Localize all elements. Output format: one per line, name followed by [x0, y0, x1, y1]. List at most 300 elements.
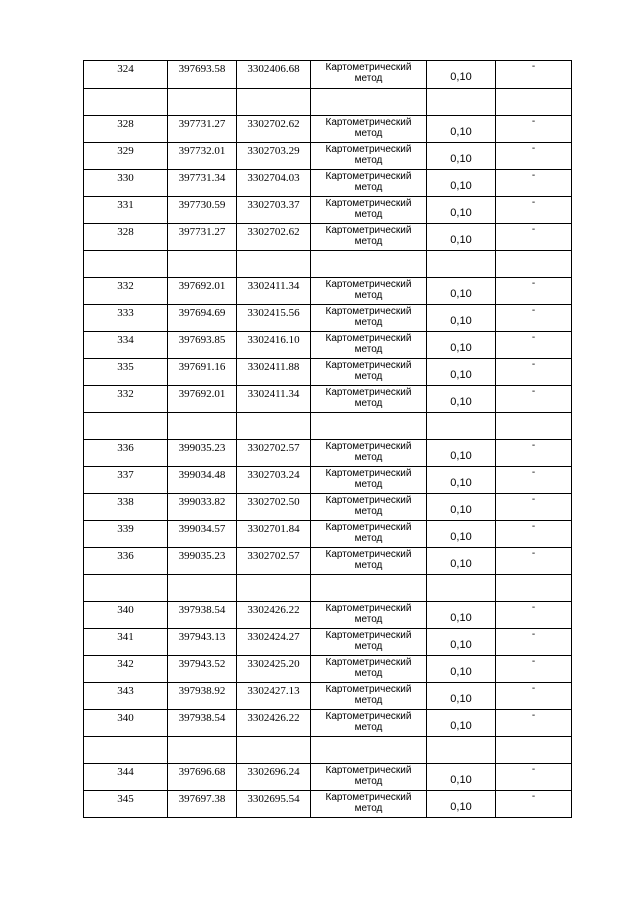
table-row	[84, 683, 572, 710]
point-number-cell	[84, 278, 168, 305]
table-row	[84, 305, 572, 332]
table-row	[84, 224, 572, 251]
empty-cell	[84, 737, 168, 764]
method-text: Картометрический метод	[325, 468, 412, 490]
y-coordinate-text: 3302424.27	[247, 631, 300, 643]
method-text: Картометрический метод	[325, 279, 412, 301]
x-coordinate-cell	[168, 143, 237, 170]
method-text: Картометрический метод	[325, 117, 412, 139]
point-number-text: 324	[117, 63, 134, 75]
note-cell	[496, 170, 572, 197]
table-row	[84, 548, 572, 575]
table-row	[84, 494, 572, 521]
y-coordinate-cell	[237, 305, 311, 332]
y-coordinate-cell	[237, 440, 311, 467]
table-row	[84, 629, 572, 656]
table-row	[84, 143, 572, 170]
table-row	[84, 278, 572, 305]
x-coordinate-cell	[168, 359, 237, 386]
accuracy-text: 0,10	[450, 666, 472, 678]
note-cell	[496, 143, 572, 170]
empty-cell	[496, 89, 572, 116]
accuracy-cell	[427, 764, 496, 791]
point-number-cell	[84, 143, 168, 170]
method-cell	[311, 494, 427, 521]
method-cell	[311, 332, 427, 359]
y-coordinate-text: 3302703.37	[247, 199, 300, 211]
empty-cell	[84, 89, 168, 116]
point-number-text: 342	[117, 658, 134, 670]
y-coordinate-text: 3302406.68	[247, 63, 300, 75]
x-coordinate-text: 397693.85	[178, 334, 226, 346]
note-text: -	[531, 467, 536, 478]
y-coordinate-cell	[237, 494, 311, 521]
y-coordinate-text: 3302702.57	[247, 550, 300, 562]
note-text: -	[531, 440, 536, 451]
y-coordinate-text: 3302704.03	[247, 172, 300, 184]
y-coordinate-text: 3302702.50	[247, 496, 300, 508]
y-coordinate-cell	[237, 548, 311, 575]
method-text: Картометрический метод	[325, 603, 412, 625]
empty-cell	[496, 575, 572, 602]
note-text: -	[531, 656, 536, 667]
x-coordinate-text: 399034.48	[178, 469, 226, 481]
accuracy-cell	[427, 494, 496, 521]
empty-cell	[168, 251, 237, 278]
point-number-text: 340	[117, 604, 134, 616]
y-coordinate-cell	[237, 683, 311, 710]
point-number-cell	[84, 548, 168, 575]
y-coordinate-cell	[237, 197, 311, 224]
note-cell	[496, 548, 572, 575]
method-cell	[311, 170, 427, 197]
note-cell	[496, 386, 572, 413]
method-cell	[311, 656, 427, 683]
x-coordinate-text: 397697.38	[178, 793, 226, 805]
accuracy-cell	[427, 791, 496, 818]
x-coordinate-cell	[168, 548, 237, 575]
y-coordinate-text: 3302701.84	[247, 523, 300, 535]
accuracy-cell	[427, 602, 496, 629]
x-coordinate-cell	[168, 440, 237, 467]
note-cell	[496, 656, 572, 683]
method-text: Картометрический метод	[325, 360, 412, 382]
point-number-text: 339	[117, 523, 134, 535]
method-cell	[311, 467, 427, 494]
empty-cell	[496, 413, 572, 440]
accuracy-cell	[427, 548, 496, 575]
y-coordinate-cell	[237, 278, 311, 305]
empty-cell	[84, 575, 168, 602]
point-number-text: 337	[117, 469, 134, 481]
x-coordinate-cell	[168, 467, 237, 494]
point-number-cell	[84, 359, 168, 386]
table-row	[84, 359, 572, 386]
x-coordinate-text: 397691.16	[178, 361, 226, 373]
note-text: -	[531, 359, 536, 370]
y-coordinate-text: 3302416.10	[247, 334, 300, 346]
method-text: Картометрический метод	[325, 549, 412, 571]
accuracy-text: 0,10	[450, 774, 472, 786]
x-coordinate-text: 399035.23	[178, 442, 226, 454]
empty-cell	[427, 413, 496, 440]
note-cell	[496, 116, 572, 143]
x-coordinate-text: 397938.54	[178, 712, 226, 724]
empty-cell	[427, 737, 496, 764]
method-text: Картометрический метод	[325, 657, 412, 679]
note-text: -	[531, 521, 536, 532]
accuracy-cell	[427, 224, 496, 251]
method-cell	[311, 278, 427, 305]
point-number-cell	[84, 791, 168, 818]
y-coordinate-cell	[237, 629, 311, 656]
y-coordinate-text: 3302703.29	[247, 145, 300, 157]
empty-cell	[237, 575, 311, 602]
note-cell	[496, 305, 572, 332]
point-number-cell	[84, 224, 168, 251]
table-row	[84, 386, 572, 413]
x-coordinate-text: 397943.13	[178, 631, 226, 643]
x-coordinate-text: 397938.92	[178, 685, 226, 697]
accuracy-text: 0,10	[450, 612, 472, 624]
point-number-text: 333	[117, 307, 134, 319]
method-text: Картометрический метод	[325, 62, 412, 84]
accuracy-text: 0,10	[450, 396, 472, 408]
accuracy-cell	[427, 332, 496, 359]
x-coordinate-cell	[168, 683, 237, 710]
empty-cell	[311, 413, 427, 440]
y-coordinate-text: 3302696.24	[247, 766, 300, 778]
accuracy-text: 0,10	[450, 180, 472, 192]
point-number-text: 330	[117, 172, 134, 184]
method-cell	[311, 683, 427, 710]
table-row	[84, 710, 572, 737]
accuracy-cell	[427, 683, 496, 710]
point-number-text: 332	[117, 280, 134, 292]
point-number-text: 328	[117, 118, 134, 130]
point-number-text: 341	[117, 631, 134, 643]
method-text: Картометрический метод	[325, 522, 412, 544]
y-coordinate-text: 3302695.54	[247, 793, 300, 805]
empty-cell	[311, 251, 427, 278]
point-number-text: 345	[117, 793, 134, 805]
note-cell	[496, 278, 572, 305]
method-text: Картометрический метод	[325, 198, 412, 220]
empty-cell	[84, 413, 168, 440]
y-coordinate-cell	[237, 791, 311, 818]
point-number-cell	[84, 305, 168, 332]
point-number-text: 335	[117, 361, 134, 373]
table-row	[84, 170, 572, 197]
method-text: Картометрический метод	[325, 441, 412, 463]
accuracy-cell	[427, 116, 496, 143]
x-coordinate-cell	[168, 629, 237, 656]
note-text: -	[531, 224, 536, 235]
x-coordinate-text: 397692.01	[178, 388, 226, 400]
x-coordinate-text: 399034.57	[178, 523, 226, 535]
x-coordinate-cell	[168, 521, 237, 548]
note-cell	[496, 683, 572, 710]
note-cell	[496, 764, 572, 791]
table-row	[84, 602, 572, 629]
method-text: Картометрический метод	[325, 684, 412, 706]
note-cell	[496, 791, 572, 818]
accuracy-text: 0,10	[450, 693, 472, 705]
x-coordinate-text: 397731.34	[178, 172, 226, 184]
y-coordinate-cell	[237, 170, 311, 197]
point-number-cell	[84, 386, 168, 413]
y-coordinate-cell	[237, 116, 311, 143]
y-coordinate-cell	[237, 61, 311, 89]
accuracy-text: 0,10	[450, 315, 472, 327]
empty-cell	[168, 89, 237, 116]
point-number-text: 336	[117, 442, 134, 454]
y-coordinate-cell	[237, 602, 311, 629]
note-text: -	[531, 386, 536, 397]
point-number-text: 331	[117, 199, 134, 211]
point-number-text: 336	[117, 550, 134, 562]
y-coordinate-cell	[237, 386, 311, 413]
accuracy-cell	[427, 359, 496, 386]
y-coordinate-text: 3302411.34	[247, 280, 300, 292]
note-cell	[496, 61, 572, 89]
accuracy-cell	[427, 61, 496, 89]
point-number-cell	[84, 440, 168, 467]
x-coordinate-cell	[168, 386, 237, 413]
table-row	[84, 656, 572, 683]
method-cell	[311, 710, 427, 737]
accuracy-text: 0,10	[450, 234, 472, 246]
method-cell	[311, 61, 427, 89]
empty-cell	[84, 251, 168, 278]
accuracy-cell	[427, 629, 496, 656]
point-number-cell	[84, 521, 168, 548]
note-text: -	[531, 791, 536, 802]
note-cell	[496, 494, 572, 521]
point-number-cell	[84, 197, 168, 224]
accuracy-text: 0,10	[450, 369, 472, 381]
method-text: Картометрический метод	[325, 711, 412, 733]
point-number-cell	[84, 170, 168, 197]
y-coordinate-cell	[237, 224, 311, 251]
coordinates-table	[83, 60, 572, 818]
method-cell	[311, 629, 427, 656]
y-coordinate-text: 3302426.22	[247, 712, 300, 724]
x-coordinate-cell	[168, 278, 237, 305]
y-coordinate-text: 3302411.88	[247, 361, 300, 373]
table-row	[84, 197, 572, 224]
point-number-cell	[84, 656, 168, 683]
x-coordinate-text: 397731.27	[178, 226, 226, 238]
method-cell	[311, 143, 427, 170]
table-row	[84, 467, 572, 494]
method-cell	[311, 359, 427, 386]
y-coordinate-text: 3302415.56	[247, 307, 300, 319]
method-text: Картометрический метод	[325, 171, 412, 193]
accuracy-cell	[427, 278, 496, 305]
method-cell	[311, 440, 427, 467]
empty-cell	[237, 251, 311, 278]
point-number-cell	[84, 116, 168, 143]
note-text: -	[531, 143, 536, 154]
point-number-cell	[84, 602, 168, 629]
accuracy-text: 0,10	[450, 558, 472, 570]
x-coordinate-cell	[168, 305, 237, 332]
empty-cell	[168, 575, 237, 602]
method-cell	[311, 386, 427, 413]
point-number-text: 329	[117, 145, 134, 157]
accuracy-cell	[427, 440, 496, 467]
point-number-cell	[84, 683, 168, 710]
y-coordinate-text: 3302702.62	[247, 226, 300, 238]
x-coordinate-cell	[168, 332, 237, 359]
method-text: Картометрический метод	[325, 144, 412, 166]
y-coordinate-cell	[237, 467, 311, 494]
method-cell	[311, 116, 427, 143]
empty-cell	[427, 251, 496, 278]
accuracy-text: 0,10	[450, 153, 472, 165]
method-text: Картометрический метод	[325, 495, 412, 517]
x-coordinate-cell	[168, 494, 237, 521]
x-coordinate-cell	[168, 224, 237, 251]
accuracy-text: 0,10	[450, 71, 472, 83]
table-row	[84, 332, 572, 359]
note-cell	[496, 440, 572, 467]
empty-cell	[168, 737, 237, 764]
table-separator-row	[84, 251, 572, 278]
x-coordinate-text: 397693.58	[178, 63, 226, 75]
table-separator-row	[84, 737, 572, 764]
method-text: Картометрический метод	[325, 630, 412, 652]
accuracy-cell	[427, 467, 496, 494]
method-cell	[311, 764, 427, 791]
y-coordinate-text: 3302702.62	[247, 118, 300, 130]
x-coordinate-text: 397692.01	[178, 280, 226, 292]
note-cell	[496, 467, 572, 494]
x-coordinate-text: 397938.54	[178, 604, 226, 616]
method-cell	[311, 791, 427, 818]
note-text: -	[531, 332, 536, 343]
accuracy-text: 0,10	[450, 801, 472, 813]
accuracy-cell	[427, 521, 496, 548]
note-text: -	[531, 683, 536, 694]
method-text: Картометрический метод	[325, 306, 412, 328]
y-coordinate-cell	[237, 359, 311, 386]
y-coordinate-text: 3302702.57	[247, 442, 300, 454]
note-cell	[496, 521, 572, 548]
x-coordinate-text: 397732.01	[178, 145, 226, 157]
method-cell	[311, 548, 427, 575]
empty-cell	[237, 737, 311, 764]
note-text: -	[531, 602, 536, 613]
method-cell	[311, 197, 427, 224]
empty-cell	[311, 737, 427, 764]
note-cell	[496, 332, 572, 359]
y-coordinate-cell	[237, 764, 311, 791]
note-text: -	[531, 305, 536, 316]
point-number-cell	[84, 764, 168, 791]
point-number-text: 332	[117, 388, 134, 400]
accuracy-text: 0,10	[450, 207, 472, 219]
empty-cell	[237, 89, 311, 116]
method-cell	[311, 521, 427, 548]
table-separator-row	[84, 413, 572, 440]
point-number-text: 338	[117, 496, 134, 508]
point-number-cell	[84, 494, 168, 521]
accuracy-cell	[427, 656, 496, 683]
x-coordinate-cell	[168, 116, 237, 143]
table-separator-row	[84, 575, 572, 602]
accuracy-text: 0,10	[450, 450, 472, 462]
note-text: -	[531, 170, 536, 181]
accuracy-cell	[427, 170, 496, 197]
y-coordinate-text: 3302425.20	[247, 658, 300, 670]
accuracy-cell	[427, 710, 496, 737]
y-coordinate-text: 3302427.13	[247, 685, 300, 697]
x-coordinate-text: 397694.69	[178, 307, 226, 319]
note-text: -	[531, 494, 536, 505]
y-coordinate-cell	[237, 656, 311, 683]
table-row	[84, 440, 572, 467]
point-number-cell	[84, 710, 168, 737]
accuracy-cell	[427, 197, 496, 224]
point-number-text: 343	[117, 685, 134, 697]
empty-cell	[237, 413, 311, 440]
accuracy-text: 0,10	[450, 531, 472, 543]
note-text: -	[531, 710, 536, 721]
accuracy-text: 0,10	[450, 639, 472, 651]
note-text: -	[531, 116, 536, 127]
method-text: Картометрический метод	[325, 333, 412, 355]
point-number-cell	[84, 332, 168, 359]
note-cell	[496, 710, 572, 737]
y-coordinate-text: 3302703.24	[247, 469, 300, 481]
point-number-cell	[84, 629, 168, 656]
x-coordinate-text: 397696.68	[178, 766, 226, 778]
y-coordinate-cell	[237, 332, 311, 359]
point-number-text: 344	[117, 766, 134, 778]
x-coordinate-cell	[168, 170, 237, 197]
note-text: -	[531, 629, 536, 640]
accuracy-cell	[427, 143, 496, 170]
x-coordinate-cell	[168, 710, 237, 737]
x-coordinate-cell	[168, 602, 237, 629]
x-coordinate-text: 397730.59	[178, 199, 226, 211]
accuracy-cell	[427, 305, 496, 332]
table-separator-row	[84, 89, 572, 116]
table-row	[84, 521, 572, 548]
point-number-text: 340	[117, 712, 134, 724]
table-body	[84, 61, 572, 818]
note-text: -	[531, 61, 536, 72]
y-coordinate-text: 3302411.34	[247, 388, 300, 400]
note-cell	[496, 359, 572, 386]
x-coordinate-text: 397731.27	[178, 118, 226, 130]
x-coordinate-text: 399033.82	[178, 496, 226, 508]
empty-cell	[496, 737, 572, 764]
empty-cell	[427, 89, 496, 116]
note-text: -	[531, 548, 536, 559]
accuracy-text: 0,10	[450, 126, 472, 138]
note-text: -	[531, 764, 536, 775]
x-coordinate-cell	[168, 197, 237, 224]
empty-cell	[311, 575, 427, 602]
empty-cell	[496, 251, 572, 278]
method-cell	[311, 224, 427, 251]
point-number-cell	[84, 467, 168, 494]
note-text: -	[531, 197, 536, 208]
point-number-text: 328	[117, 226, 134, 238]
